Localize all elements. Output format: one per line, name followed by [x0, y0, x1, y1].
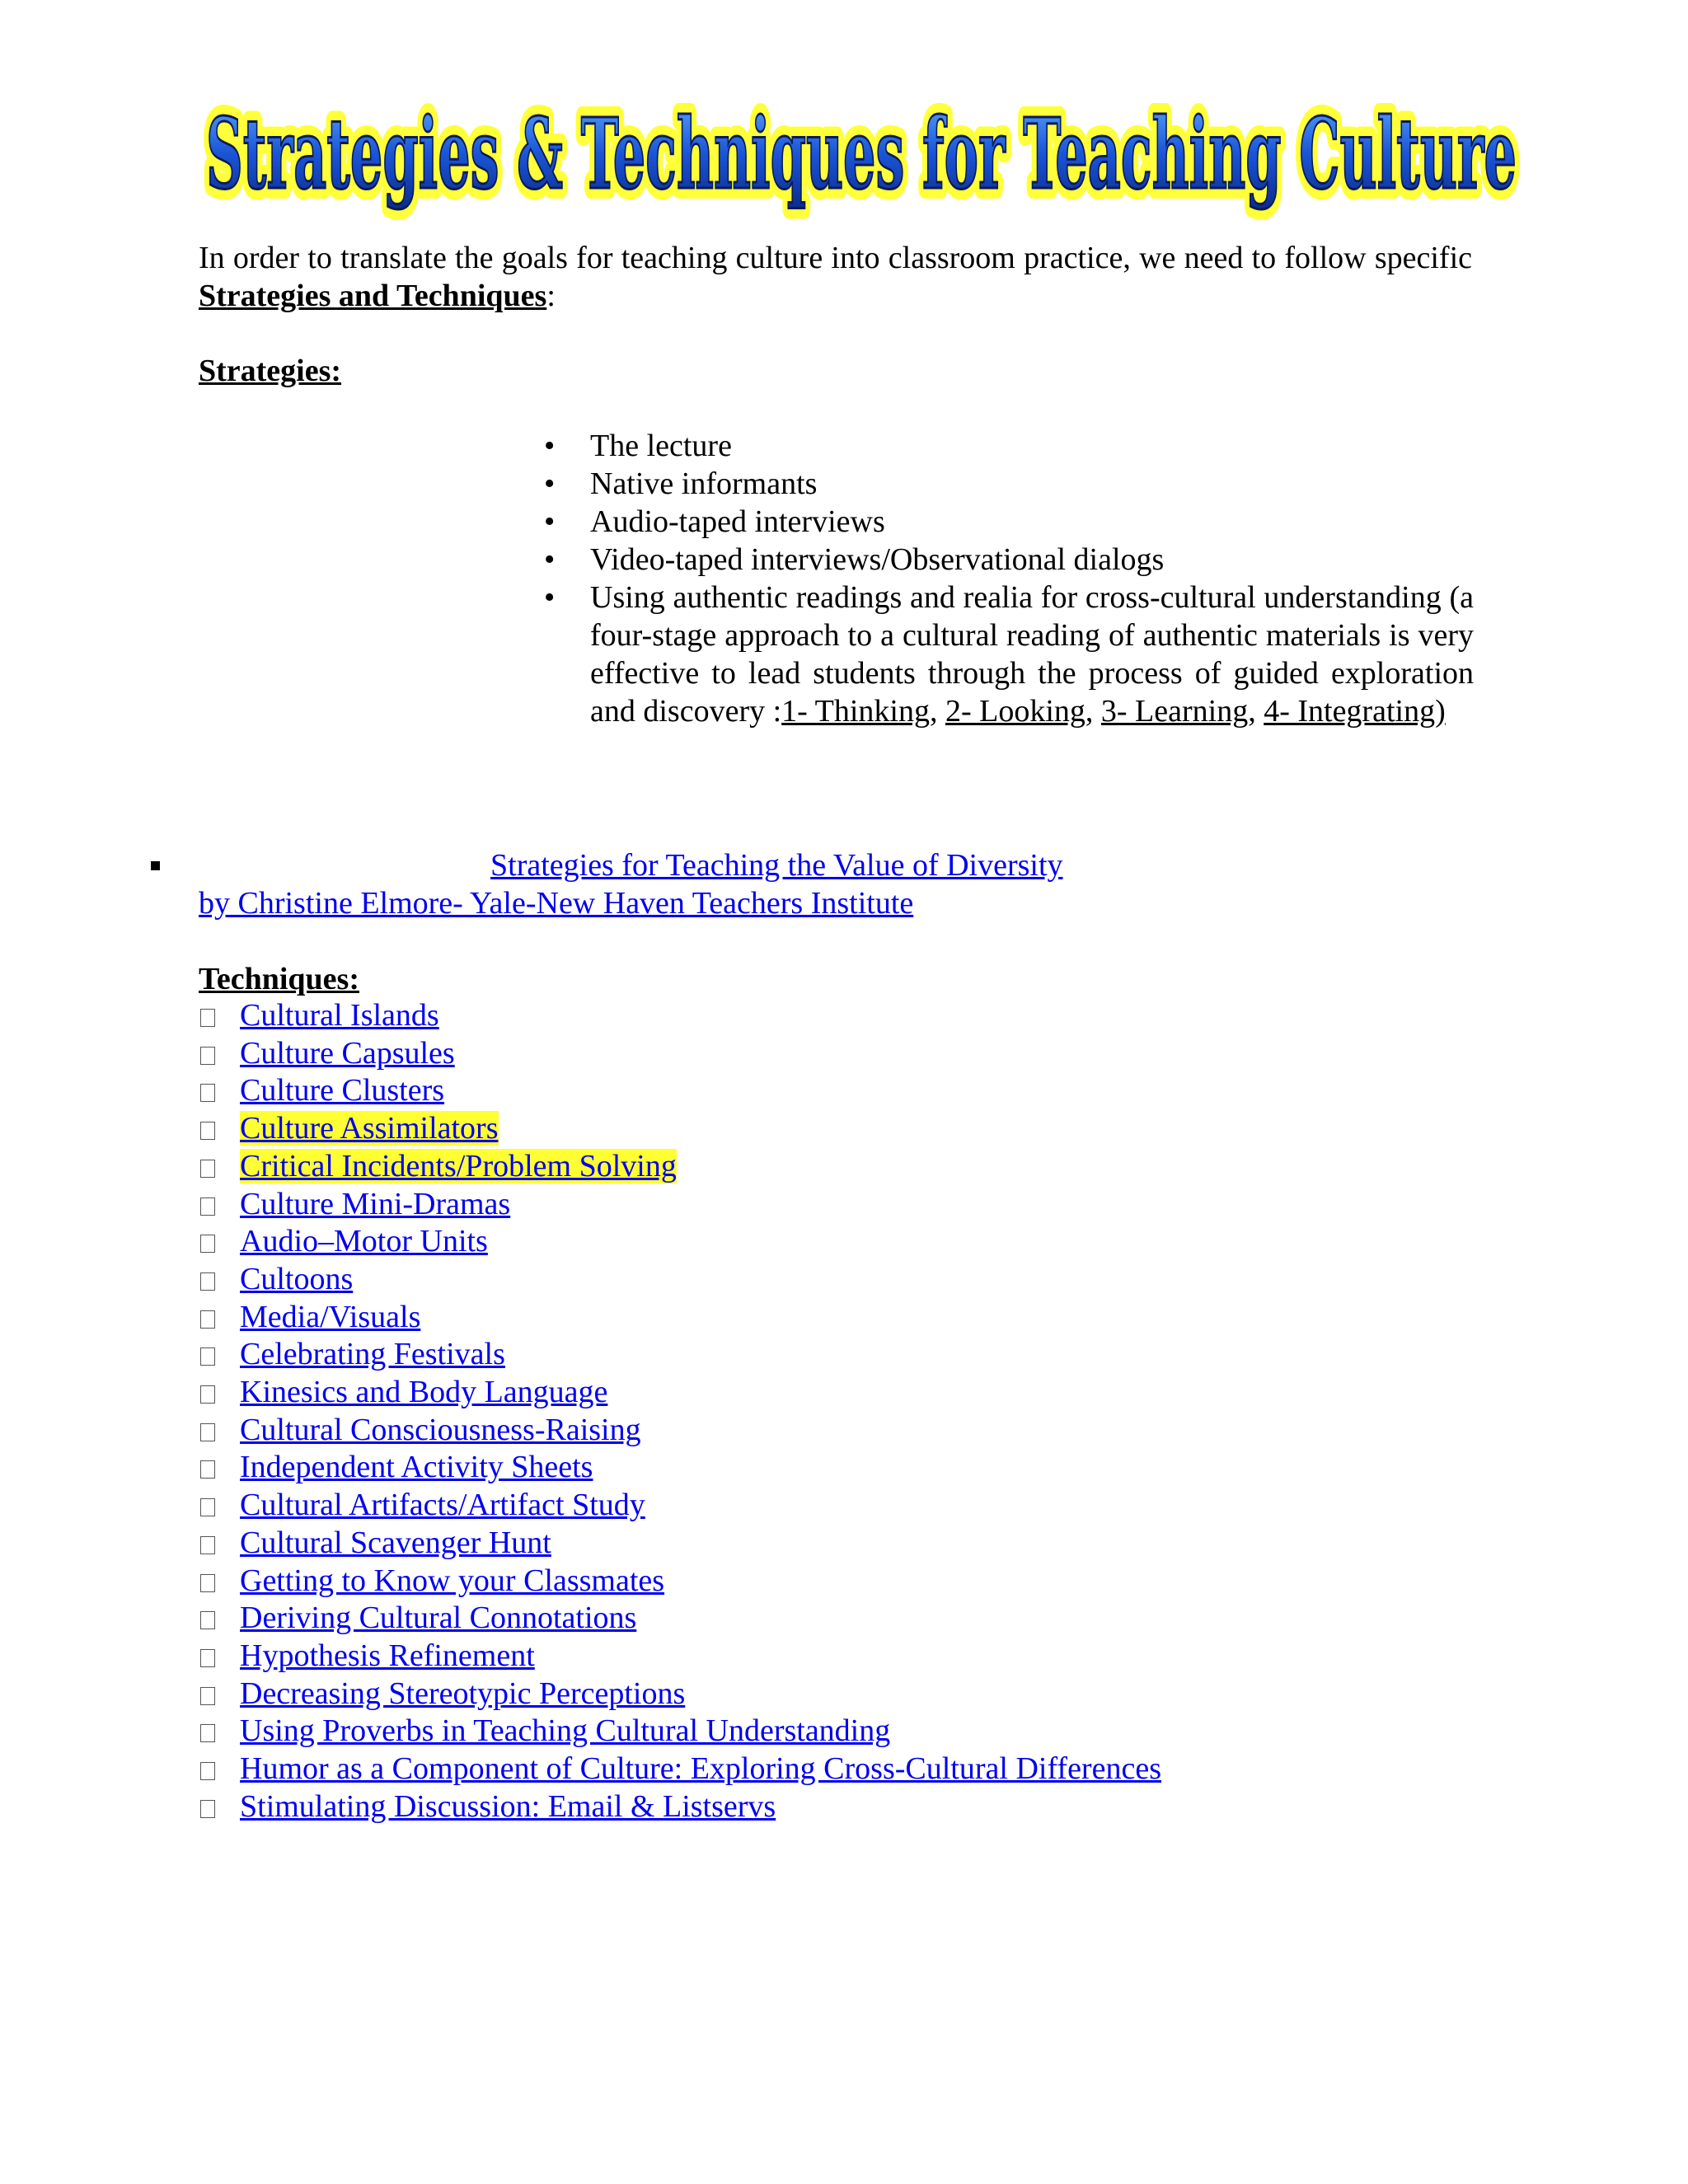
intro-emphasis: Strategies and Techniques: [199, 279, 547, 313]
technique-link[interactable]: Hypothesis Refinement: [240, 1638, 535, 1673]
technique-link[interactable]: Culture Capsules: [240, 1035, 455, 1071]
technique-link[interactable]: Celebrating Festivals: [240, 1337, 505, 1372]
strategy-item: • Native informants: [544, 465, 1474, 503]
square-bullet-icon: [151, 861, 160, 870]
intro-paragraph: [199, 239, 1472, 315]
checkbox-icon: [200, 1047, 215, 1065]
technique-item: [199, 1186, 1161, 1224]
technique-link[interactable]: Getting to Know your Classmates: [240, 1563, 665, 1598]
checkbox-icon: [200, 1460, 215, 1479]
page-title: Strategies & Techniques for Teaching Culture: [206, 96, 1517, 211]
checkbox-icon: [200, 1423, 215, 1441]
checkbox-icon: [200, 1611, 215, 1629]
checkbox-icon: [200, 1498, 215, 1516]
technique-link[interactable]: Media/Visuals: [240, 1299, 421, 1334]
technique-item: [199, 1035, 1161, 1073]
technique-item: [199, 1487, 1161, 1525]
technique-link[interactable]: Cultural Islands: [240, 998, 439, 1033]
technique-item: [199, 1600, 1161, 1638]
technique-item: [199, 1563, 1161, 1601]
technique-link[interactable]: Cultural Artifacts/Artifact Study: [240, 1488, 645, 1523]
title-graphic: [190, 73, 1533, 246]
checkbox-icon: [200, 1122, 215, 1140]
checkbox-icon: [200, 1724, 215, 1742]
technique-item: [199, 1261, 1161, 1299]
checkbox-icon: [200, 1235, 215, 1253]
step-separator: ,: [1085, 694, 1101, 729]
technique-item: [199, 1299, 1161, 1337]
intro-text: In order to translate the goals for teaching culture into classroom practice, we need to follow specific: [199, 241, 1472, 275]
techniques-heading: Techniques:: [199, 962, 359, 996]
technique-item: [199, 1449, 1161, 1487]
technique-item: [199, 1072, 1161, 1110]
technique-link-highlighted[interactable]: Culture Assimilators: [240, 1111, 499, 1146]
strategy-list: [544, 427, 1474, 730]
checkbox-icon: [200, 1009, 215, 1027]
technique-link[interactable]: Decreasing Stereotypic Perceptions: [240, 1675, 686, 1711]
technique-item: [199, 1525, 1161, 1563]
strategy-item: • Audio-taped interviews: [544, 503, 1474, 541]
step-integrating-link[interactable]: 4- Integrating): [1264, 694, 1446, 729]
step-learning-link[interactable]: 3- Learning: [1100, 694, 1249, 729]
strategy-item: • Video-taped interviews/Observational dialogs: [544, 541, 1474, 579]
strategy-item-text: Using authentic readings and realia for cross-cultural understanding (a four-stage approach to a cultural reading of authentic materials is very effective to lead students through the process of guided exploration and discovery :: [590, 580, 1474, 729]
checkbox-icon: [200, 1536, 215, 1554]
checkbox-icon: [200, 1687, 215, 1705]
diversity-author-link[interactable]: by Christine Elmore- Yale-New Haven Teachers Institute: [199, 886, 914, 921]
title-banner: [190, 73, 1533, 246]
diversity-strategies-link[interactable]: Strategies for Teaching the Value of Diversity: [490, 848, 1063, 883]
technique-link[interactable]: Stimulating Discussion: Email & Listservs: [240, 1788, 776, 1824]
checkbox-icon: [200, 1160, 215, 1178]
technique-link[interactable]: Cultoons: [240, 1261, 354, 1296]
technique-link[interactable]: Culture Mini-Dramas: [240, 1186, 511, 1221]
strategies-heading: Strategies:: [199, 354, 342, 388]
technique-link[interactable]: Culture Clusters: [240, 1073, 445, 1108]
technique-item: [199, 1638, 1161, 1675]
checkbox-icon: [200, 1347, 215, 1366]
step-separator: ,: [1248, 694, 1264, 729]
checkbox-icon: [200, 1762, 215, 1780]
technique-link[interactable]: Humor as a Component of Culture: Exploring Cross-Cultural Differences: [240, 1751, 1161, 1787]
technique-item: [199, 1336, 1161, 1374]
technique-item: [199, 1374, 1161, 1412]
intro-colon: :: [546, 279, 556, 313]
technique-item: [199, 1223, 1161, 1261]
checkbox-icon: [200, 1649, 215, 1667]
strategy-item-authentic-readings: [544, 579, 1474, 730]
technique-link[interactable]: Kinesics and Body Language: [240, 1375, 608, 1410]
checkbox-icon: [200, 1272, 215, 1291]
technique-link[interactable]: Using Proverbs in Teaching Cultural Understanding: [240, 1713, 891, 1749]
technique-link[interactable]: Deriving Cultural Connotations: [240, 1601, 637, 1636]
checkbox-icon: [200, 1800, 215, 1818]
technique-item: [199, 1675, 1161, 1713]
technique-item: [199, 1788, 1161, 1826]
title-glow: Strategies & Techniques for Teaching Culture: [206, 96, 1517, 211]
technique-link[interactable]: Independent Activity Sheets: [240, 1450, 593, 1485]
checkbox-icon: [200, 1197, 215, 1216]
technique-link[interactable]: Cultural Scavenger Hunt: [240, 1525, 551, 1560]
step-thinking-link[interactable]: 1- Thinking: [781, 694, 930, 729]
technique-link-highlighted[interactable]: Critical Incidents/Problem Solving: [240, 1148, 677, 1183]
step-looking-link[interactable]: 2- Looking: [945, 694, 1085, 729]
step-separator: ,: [929, 694, 945, 729]
technique-item: [199, 1110, 1161, 1148]
technique-item: [199, 1713, 1161, 1750]
technique-item: [199, 997, 1161, 1035]
checkbox-icon: [200, 1574, 215, 1592]
checkbox-icon: [200, 1084, 215, 1102]
strategy-item: • The lecture: [544, 427, 1474, 465]
technique-item: [199, 1750, 1161, 1788]
technique-link[interactable]: Cultural Consciousness-Raising: [240, 1412, 641, 1447]
checkbox-icon: [200, 1310, 215, 1329]
technique-item: [199, 1412, 1161, 1450]
technique-item: [199, 1148, 1161, 1186]
technique-link[interactable]: Audio–Motor Units: [240, 1224, 488, 1259]
techniques-list: [199, 997, 1161, 1825]
checkbox-icon: [200, 1385, 215, 1404]
